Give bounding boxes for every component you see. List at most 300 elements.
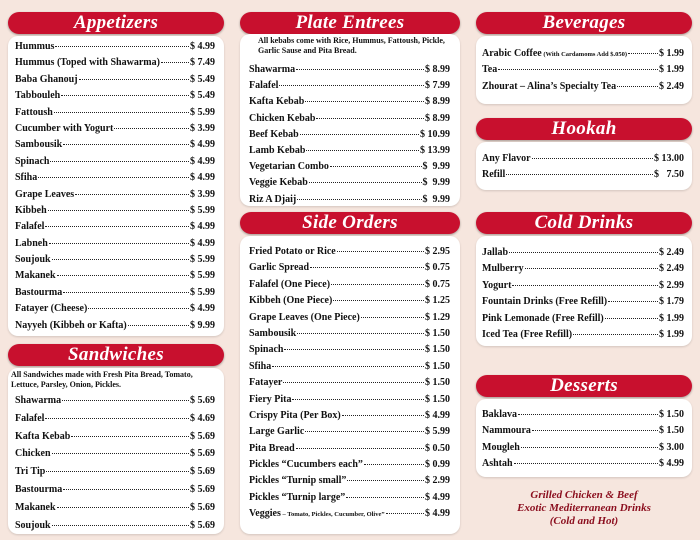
dot-leader	[52, 525, 189, 526]
dot-leader	[342, 415, 424, 416]
hookah-list	[482, 151, 684, 184]
dot-leader	[297, 333, 424, 334]
menu-item-row	[249, 342, 450, 358]
menu-item-price: $ 4.99	[659, 458, 684, 470]
menu-item-row	[15, 285, 215, 301]
menu-item-name	[249, 244, 336, 260]
dot-leader	[333, 300, 424, 301]
menu-item-price: $ 2.99	[425, 475, 450, 487]
dot-leader	[52, 453, 189, 454]
menu-item-name	[249, 293, 332, 309]
menu-item-name-text: Fatayer	[249, 377, 283, 389]
dot-leader	[532, 158, 653, 159]
menu-item-name	[15, 392, 61, 410]
menu-item-name	[249, 277, 330, 293]
menu-item-price: $ 5.99	[190, 106, 215, 118]
menu-item-price: $ 4.99	[190, 172, 215, 184]
menu-item-name-text: Grape Leaves (One Piece)	[249, 311, 360, 323]
menu-item-name	[249, 310, 360, 326]
menu-item-name	[482, 151, 531, 167]
dot-leader	[38, 177, 189, 178]
menu-item-name	[249, 490, 345, 506]
menu-item-name-text: Mulberry	[482, 263, 524, 275]
menu-item-name-text: Fatayer (Cheese)	[15, 303, 88, 315]
menu-item-row	[482, 261, 684, 277]
menu-item-name-text: Zhourat – Alina’s Specialty Tea	[482, 80, 617, 92]
dot-leader	[272, 366, 424, 367]
tagline-line-3: (Cold and Hot)	[549, 515, 619, 527]
menu-item-name-text: Hummus (Toped with Shawarma)	[15, 57, 160, 69]
dot-leader	[521, 447, 658, 448]
menu-item-name	[482, 245, 508, 261]
menu-item-row	[15, 137, 215, 153]
sandwiches-list	[15, 392, 215, 534]
menu-item-name	[249, 424, 304, 440]
menu-item-row	[249, 326, 450, 342]
dot-leader	[525, 268, 658, 269]
menu-item-row	[15, 445, 215, 463]
dot-leader	[331, 284, 424, 285]
menu-item-price: $ 0.99	[425, 459, 450, 471]
menu-item-name	[249, 342, 283, 358]
dot-leader	[330, 166, 422, 167]
dot-leader	[506, 174, 653, 175]
menu-item-price: $ 2.49	[659, 247, 684, 258]
menu-item-name-text: Garlic Spread	[249, 262, 310, 274]
menu-item-name-text: Fountain Drinks (Free Refill)	[482, 296, 608, 308]
menu-item-price: $ 1.50	[659, 425, 684, 437]
dot-leader	[55, 46, 189, 47]
menu-item-name	[15, 72, 78, 88]
menu-item-row	[15, 252, 215, 268]
menu-item-name	[249, 506, 385, 522]
menu-item-row	[482, 456, 684, 472]
menu-item-name-text: Lamb Kebab	[249, 144, 306, 156]
menu-item-name	[15, 39, 54, 55]
dot-leader	[161, 62, 189, 63]
menu-item-price: $ 1.50	[659, 409, 684, 420]
menu-item-price: $ 8.99	[425, 96, 450, 108]
cold-drinks-list	[482, 245, 684, 343]
menu-item-row	[482, 46, 684, 62]
menu-item-name	[249, 143, 305, 159]
tagline-line-2: Exotic Mediterranean Drinks	[517, 502, 651, 514]
menu-item-row	[15, 72, 215, 88]
menu-item-name	[15, 252, 51, 268]
menu-item-name-text: Kibbeh	[15, 204, 47, 216]
menu-item-name	[15, 428, 70, 446]
menu-item-name-text: Labneh	[15, 237, 48, 249]
plate-entrees-banner: Plate Entrees	[240, 12, 460, 34]
dot-leader	[316, 118, 424, 119]
menu-item-name-text: Hummus	[15, 41, 55, 52]
menu-item-name	[482, 261, 524, 277]
menu-item-row	[249, 244, 450, 260]
menu-item-row	[15, 499, 215, 517]
menu-item-name	[15, 187, 74, 203]
menu-item-row	[249, 473, 450, 489]
menu-item-row	[482, 151, 684, 167]
dot-leader	[605, 318, 658, 319]
menu-item-name	[15, 499, 56, 517]
menu-item-name	[15, 236, 48, 252]
dot-leader	[63, 292, 189, 293]
menu-item-row	[15, 236, 215, 252]
dot-leader	[300, 134, 419, 135]
dot-leader	[498, 69, 658, 70]
menu-item-name	[249, 326, 296, 342]
menu-item-name	[482, 79, 616, 95]
menu-item-price: $ 1.25	[425, 295, 450, 307]
menu-item-name	[482, 423, 531, 439]
menu-item-row	[482, 311, 684, 327]
menu-item-name-text: Mougleh	[482, 441, 520, 453]
menu-item-price: $ 1.99	[659, 312, 684, 324]
menu-item-name	[249, 111, 315, 127]
menu-item-name	[482, 167, 505, 183]
menu-item-name-text: Jallab	[482, 247, 509, 258]
dot-leader	[361, 317, 424, 318]
menu-item-name-text: Pita Bread	[249, 442, 295, 454]
beverages-list	[482, 46, 684, 95]
menu-item-name-text: Shawarma	[249, 64, 296, 75]
menu-item-price: $ 10.99	[420, 128, 450, 140]
menu-item-name	[249, 473, 346, 489]
appetizers-list	[15, 39, 215, 334]
dot-leader	[310, 267, 424, 268]
menu-item-price: $ 2.99	[659, 279, 684, 291]
dot-leader	[309, 182, 422, 183]
menu-item-row	[249, 159, 450, 175]
menu-item-name-text: Beef Kebab	[249, 128, 299, 140]
menu-item-row	[249, 506, 450, 522]
menu-item-name-text: Soujouk	[15, 519, 51, 531]
menu-item-row	[15, 463, 215, 481]
menu-item-name	[15, 268, 56, 284]
menu-item-note: (With Cardamoms Add $.050)	[541, 51, 627, 58]
menu-item-price: $ 1.50	[425, 344, 450, 356]
menu-item-row	[15, 428, 215, 446]
menu-item-row	[482, 440, 684, 456]
menu-item-price: $ 5.69	[190, 448, 215, 460]
menu-item-price: $ 5.99	[190, 254, 215, 266]
tagline-line-1: Grilled Chicken & Beef	[530, 489, 638, 501]
menu-item-price: $ 4.99	[190, 303, 215, 315]
menu-item-row	[249, 277, 450, 293]
dot-leader	[50, 161, 189, 162]
menu-item-name	[482, 278, 511, 294]
menu-item-name-text: Soujouk	[15, 254, 51, 266]
dot-leader	[509, 252, 658, 253]
menu-item-row	[15, 318, 215, 334]
menu-item-price: $ 4.99	[425, 508, 450, 520]
dot-leader	[292, 399, 424, 400]
menu-item-row	[249, 293, 450, 309]
menu-item-price: $ 0.75	[425, 278, 450, 290]
menu-item-name-text: Nammoura	[482, 425, 531, 437]
menu-item-price: $ 4.99	[190, 41, 215, 52]
menu-item-row	[249, 490, 450, 506]
menu-item-name	[249, 127, 299, 143]
cold-drinks-banner: Cold Drinks	[476, 212, 692, 234]
menu-item-price: $ 5.99	[190, 286, 215, 298]
dot-leader	[347, 480, 424, 481]
menu-item-row	[249, 175, 450, 191]
dot-leader	[364, 464, 424, 465]
menu-item-row	[482, 327, 684, 343]
menu-item-price: $ 8.99	[425, 64, 450, 75]
desserts-banner: Desserts	[476, 375, 692, 397]
menu-item-name-text: Pickles “Cucumbers each”	[249, 459, 363, 471]
appetizers-banner: Appetizers	[8, 12, 224, 34]
menu-item-name-text: Pink Lemonade (Free Refill)	[482, 312, 604, 324]
menu-item-price: $ 5.49	[190, 73, 215, 85]
menu-item-name-text: Shawarma	[15, 395, 62, 406]
menu-item-price: $ 13.99	[420, 144, 450, 156]
menu-item-row	[482, 294, 684, 310]
menu-item-row	[482, 79, 684, 95]
menu-item-row	[15, 301, 215, 317]
tagline	[484, 489, 684, 528]
menu-item-name	[482, 327, 572, 343]
dot-leader	[296, 448, 424, 449]
menu-item-name-text: Tabbouleh	[15, 90, 61, 102]
menu-item-row	[249, 457, 450, 473]
menu-item-name	[15, 517, 51, 535]
menu-item-row	[482, 167, 684, 183]
menu-item-name-text: Veggies	[249, 508, 281, 520]
menu-item-name-text: Vegetarian Combo	[249, 161, 329, 173]
menu-item-name-text: Falafel	[15, 412, 45, 424]
menu-item-name	[482, 294, 607, 310]
menu-item-name	[15, 301, 87, 317]
menu-item-name	[482, 311, 604, 327]
beverages-banner: Beverages	[476, 12, 692, 34]
menu-item-row	[15, 268, 215, 284]
menu-item-name-text: Falafel (One Piece)	[249, 278, 331, 290]
menu-item-name	[15, 445, 51, 463]
sandwiches-note: All Sandwiches made with Fresh Pita Bread, Tomato, Lettuce, Parsley, Onion, Pickles.	[11, 370, 193, 389]
menu-item-name	[15, 481, 62, 499]
menu-item-price: $ 5.99	[425, 426, 450, 438]
menu-item-name-text: Arabic Coffee	[482, 48, 542, 59]
menu-item-row	[249, 62, 450, 78]
menu-item-name	[482, 456, 513, 472]
menu-item-row	[482, 278, 684, 294]
menu-item-name-text: Falafel	[15, 221, 45, 233]
dot-leader	[49, 243, 189, 244]
menu-item-row	[15, 88, 215, 104]
menu-item-name	[15, 285, 62, 301]
menu-item-name-text: Cucumber with Yogurt	[15, 122, 114, 134]
menu-item-name	[249, 78, 278, 94]
side-orders-banner: Side Orders	[240, 212, 460, 234]
dot-leader	[532, 430, 658, 431]
menu-item-name	[482, 46, 627, 62]
menu-item-price: $ 5.69	[190, 466, 215, 478]
menu-item-row	[482, 423, 684, 439]
menu-item-name-text: Large Garlic	[249, 426, 305, 438]
menu-item-price: $ 0.50	[425, 442, 450, 454]
sandwiches-banner: Sandwiches	[8, 344, 224, 366]
plate-entrees-list	[249, 62, 450, 208]
menu-item-price: $ 5.69	[190, 483, 215, 495]
menu-item-price: $ 3.99	[190, 122, 215, 134]
dot-leader	[114, 128, 189, 129]
menu-item-row	[249, 359, 450, 375]
menu-item-row	[15, 170, 215, 186]
menu-item-name	[249, 62, 295, 78]
menu-item-name-text: Falafel	[249, 80, 279, 92]
menu-item-row	[15, 187, 215, 203]
dot-leader	[628, 53, 658, 54]
menu-item-price: $ 5.69	[190, 430, 215, 442]
menu-item-name-text: Fiery Pita	[249, 393, 292, 405]
dot-leader	[284, 349, 424, 350]
menu-item-price: $ 3.99	[190, 188, 215, 200]
menu-item-name	[15, 137, 62, 153]
menu-item-row	[15, 410, 215, 428]
dot-leader	[346, 497, 424, 498]
menu-item-name-text: Refill	[482, 169, 506, 181]
menu-item-row	[15, 39, 215, 55]
menu-item-name-text: Iced Tea (Free Refill)	[482, 328, 573, 340]
menu-item-price: $ 9.99	[422, 177, 450, 189]
dot-leader	[62, 400, 189, 401]
menu-item-price: $ 2.95	[425, 246, 450, 257]
menu-item-name-text: Grape Leaves	[15, 188, 75, 200]
menu-item-name	[249, 94, 304, 110]
plate-entrees-note: All kebabs come with Rice, Hummus, Fattoush, Pickle, Garlic Sause and Pita Bread.	[258, 36, 445, 55]
menu-item-row	[482, 62, 684, 78]
hookah-banner: Hookah	[476, 118, 692, 140]
menu-item-price: $ 1.99	[659, 64, 684, 76]
dot-leader	[57, 507, 189, 508]
menu-item-price: $ 8.99	[425, 112, 450, 124]
menu-item-name-text: Sfiha	[249, 360, 272, 372]
dot-leader	[518, 414, 658, 415]
menu-item-row	[15, 517, 215, 535]
menu-item-name-text: Kafta Kebab	[15, 430, 71, 442]
menu-item-row	[15, 392, 215, 410]
menu-item-price: $ 4.99	[190, 139, 215, 151]
menu-item-row	[15, 105, 215, 121]
menu-item-name-text: Baba Ghanouj	[15, 73, 78, 85]
menu-item-name-text: Riz A Djaij	[249, 193, 297, 205]
dot-leader	[128, 325, 189, 326]
menu-item-name-text: Fattoush	[15, 106, 53, 118]
menu-item-name-text: Makanek	[15, 501, 56, 513]
menu-item-row	[249, 94, 450, 110]
dot-leader	[305, 431, 424, 432]
menu-item-name-text: Fried Potato or Rice	[249, 246, 336, 257]
dot-leader	[71, 436, 189, 437]
menu-item-price: $ 1.29	[425, 311, 450, 323]
menu-item-name-text: Pickles “Turnip small”	[249, 475, 347, 487]
menu-item-row	[15, 154, 215, 170]
dot-leader	[283, 382, 424, 383]
menu-item-price: $ 5.49	[190, 90, 215, 102]
menu-item-name-text: Sfiha	[15, 172, 38, 184]
dot-leader	[279, 85, 424, 86]
menu-item-row	[482, 407, 684, 423]
menu-item-name-text: Bastourma	[15, 483, 63, 495]
menu-item-name	[15, 318, 127, 334]
menu-item-name-text: Sambousik	[15, 139, 63, 151]
dot-leader	[46, 471, 189, 472]
menu-item-price: $ 4.99	[425, 491, 450, 503]
menu-item-name-text: Kibbeh (One Piece)	[249, 295, 333, 307]
dot-leader	[297, 199, 421, 200]
dot-leader	[54, 112, 189, 113]
menu-item-price: $ 4.99	[190, 237, 215, 249]
menu-item-price: $ 1.99	[659, 48, 684, 59]
menu-item-name-text: Nayyeh (Kibbeh or Kafta)	[15, 319, 127, 331]
dot-leader	[63, 144, 189, 145]
menu-item-row	[249, 408, 450, 424]
menu-item-name-text: Spinach	[249, 344, 284, 356]
menu-item-row	[249, 441, 450, 457]
menu-item-row	[249, 424, 450, 440]
menu-item-price: $ 5.69	[190, 501, 215, 513]
menu-item-name	[15, 463, 45, 481]
dot-leader	[608, 301, 658, 302]
menu-item-name	[15, 121, 113, 137]
menu-item-row	[249, 111, 450, 127]
menu-item-price: $ 9.99	[422, 161, 450, 173]
menu-item-name-text: Chicken Kebab	[249, 112, 316, 124]
menu-item-row	[482, 245, 684, 261]
menu-item-price: $ 4.99	[190, 221, 215, 233]
menu-item-price: $ 4.99	[190, 155, 215, 167]
side-orders-list	[249, 244, 450, 523]
dot-leader	[306, 150, 419, 151]
menu-item-price: $ 2.49	[659, 80, 684, 92]
dot-leader	[514, 463, 658, 464]
menu-item-name	[249, 159, 329, 175]
menu-item-row	[15, 481, 215, 499]
menu-item-name-text: Tri Tip	[15, 466, 46, 478]
menu-item-row	[249, 260, 450, 276]
dot-leader	[45, 226, 189, 227]
menu-item-price: $ 1.50	[425, 377, 450, 389]
menu-item-name-text: Spinach	[15, 155, 50, 167]
menu-item-name-text: Crispy Pita (Per Box)	[249, 409, 341, 421]
menu-item-name	[249, 392, 291, 408]
menu-item-price: $ 5.99	[190, 270, 215, 282]
menu-item-row	[249, 143, 450, 159]
dot-leader	[296, 69, 424, 70]
menu-item-name-text: Yogurt	[482, 279, 512, 291]
menu-item-row	[249, 127, 450, 143]
dot-leader	[512, 285, 658, 286]
menu-item-name	[15, 55, 160, 71]
menu-item-name	[249, 192, 296, 208]
menu-item-name-text: Tea	[482, 64, 498, 76]
menu-item-note: – Tomato, Pickles, Cucumber, Olive”	[280, 511, 385, 519]
menu-item-name	[249, 457, 363, 473]
menu-item-price: $ 5.69	[190, 519, 215, 531]
menu-item-name-text: Any Flavor	[482, 153, 531, 164]
menu-item-row	[249, 310, 450, 326]
menu-item-price: $ 7.99	[425, 80, 450, 92]
dot-leader	[88, 308, 189, 309]
dot-leader	[75, 194, 189, 195]
menu-item-name-text: Baklava	[482, 409, 518, 420]
menu-item-name	[15, 105, 53, 121]
menu-item-name-text: Pickles “Turnip large”	[249, 491, 346, 503]
dot-leader	[617, 86, 658, 87]
